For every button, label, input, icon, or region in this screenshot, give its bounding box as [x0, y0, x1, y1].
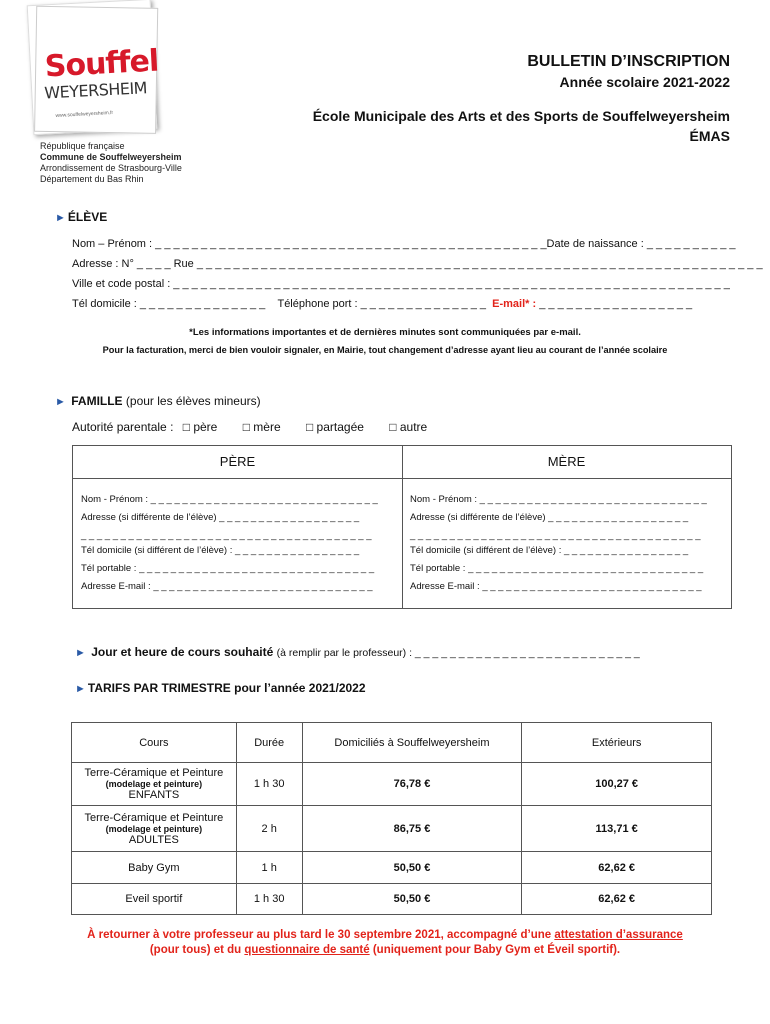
course-cell: [72, 806, 237, 852]
republic-line4: Département du Bas Rhin: [40, 174, 144, 184]
course-cell: Eveil sportif: [72, 884, 237, 915]
column-header: Extérieurs: [522, 723, 712, 763]
arrow-right-icon: ►: [55, 212, 66, 224]
arrow-right-icon: ►: [75, 683, 86, 695]
republic-line2: Commune de Souffelweyersheim: [40, 152, 182, 162]
option-partagee-checkbox[interactable]: □ partagée: [305, 420, 364, 434]
autorite-label: Autorité parentale :: [72, 420, 174, 434]
famille-divider: [402, 446, 403, 608]
famille-header-divider: [73, 478, 731, 479]
price-ext-cell: 113,71 €: [522, 806, 712, 852]
eleve-contact-line: [72, 298, 692, 310]
mere-tel-port-field[interactable]: Tél portable : _ _ _ _ _ _ _ _ _ _ _ _ _ _ _ _ _ _ _ _ _ _ _ _ _ _ _ _ _ _: [410, 563, 704, 574]
duration-cell: 1 h: [236, 852, 302, 884]
mere-name-field[interactable]: Nom - Prénom : _ _ _ _ _ _ _ _ _ _ _ _ _ _ _ _ _ _ _ _ _ _ _ _ _ _ _ _ _: [410, 494, 707, 505]
footer-line2: [0, 944, 770, 956]
footer-line1: [0, 929, 770, 941]
eleve-email-label: E-mail* :: [492, 298, 537, 310]
arrow-right-icon: ►: [55, 396, 66, 408]
section-cours-title: Jour et heure de cours souhaité: [91, 645, 274, 659]
option-autre-checkbox[interactable]: □ autre: [389, 420, 428, 434]
school-acronym: ÉMAS: [689, 128, 730, 144]
footer-text: (uniquement pour Baby Gym et Éveil sportif).: [369, 944, 621, 956]
section-eleve-title: ÉLÈVE: [67, 210, 108, 224]
table-header-row: [72, 723, 712, 763]
course-cell: [72, 763, 237, 806]
eleve-email-field[interactable]: _ _ _ _ _ _ _ _ _ _ _ _ _ _ _ _ _: [539, 298, 693, 310]
course-name: Terre-Céramique et Peinture: [84, 811, 224, 824]
section-tarifs: [75, 681, 366, 695]
page-title: BULLETIN D’INSCRIPTION: [527, 53, 730, 70]
table-row: [72, 806, 712, 852]
school-year: Année scolaire 2021-2022: [559, 74, 730, 90]
section-eleve: [55, 210, 107, 224]
price-local-cell: 76,78 €: [302, 763, 522, 806]
duration-cell: 1 h 30: [236, 884, 302, 915]
mere-address2-field[interactable]: _ _ _ _ _ _ _ _ _ _ _ _ _ _ _ _ _ _ _ _ _ _ _ _ _ _ _ _ _ _ _ _ _ _ _ _ _: [410, 530, 701, 541]
mere-heading: MÈRE: [547, 454, 586, 469]
logo: [27, 0, 158, 135]
mere-tel-home-field[interactable]: Tél domicile (si différent de l’élève) : _ _ _ _ _ _ _ _ _ _ _ _ _ _ _ _: [410, 545, 689, 556]
course-name: Terre-Céramique et Peinture: [84, 767, 224, 779]
cours-field[interactable]: (à remplir par le professeur) : _ _ _ _ _ _ _ _ _ _ _ _ _ _ _ _ _ _ _ _ _ _ _ _ _ _: [276, 647, 640, 659]
school-name: École Municipale des Arts et des Sports de Souffelweyersheim: [312, 108, 730, 124]
pere-name-field[interactable]: Nom - Prénom : _ _ _ _ _ _ _ _ _ _ _ _ _ _ _ _ _ _ _ _ _ _ _ _ _ _ _ _ _: [81, 494, 378, 505]
eleve-city-field[interactable]: Ville et code postal : _ _ _ _ _ _ _ _ _ _ _ _ _ _ _ _ _ _ _ _ _ _ _ _ _ _ _ _ _ _ _ _ _ _ _ _ _ _ _ _ _ _ _ _ _ _ _ _ _ _ _ _ _ _ _ _ _ _ _ _ _: [72, 278, 730, 290]
logo-name: Souffel: [44, 43, 160, 85]
mere-address-field[interactable]: Adresse (si différente de l’élève) _ _ _ _ _ _ _ _ _ _ _ _ _ _ _ _ _ _: [410, 512, 689, 523]
column-header: Durée: [236, 723, 302, 763]
pere-address-field[interactable]: Adresse (si différente de l’élève) _ _ _ _ _ _ _ _ _ _ _ _ _ _ _ _ _ _: [81, 512, 360, 523]
republic-block: [40, 141, 182, 185]
section-famille-title: FAMILLE: [71, 394, 123, 408]
attestation-link[interactable]: attestation d’assurance: [554, 929, 683, 941]
eleve-address-field[interactable]: Adresse : N° _ _ _ _ Rue _ _ _ _ _ _ _ _ _ _ _ _ _ _ _ _ _ _ _ _ _ _ _ _ _ _ _ _ _ _ _ _ _ _ _ _ _ _ _ _ _ _ _ _ _ _ _ _ _ _ _ _ _ _ _ _ _ _ _ _ _ _: [72, 258, 763, 270]
course-group: ENFANTS: [128, 789, 180, 801]
footer-text: À retourner à votre professeur au plus tard le 30 septembre 2021, accompagné d’une: [87, 929, 555, 941]
questionnaire-link[interactable]: questionnaire de santé: [244, 944, 370, 956]
table-row: [72, 884, 712, 915]
logo-sub: WEYERSHEIM: [43, 78, 148, 103]
course-cell: Baby Gym: [72, 852, 237, 884]
section-tarifs-title: TARIFS PAR TRIMESTRE pour l’année 2021/2022: [87, 681, 366, 695]
option-pere-checkbox[interactable]: □ père: [182, 420, 218, 434]
eleve-tel-port-field[interactable]: Téléphone port : _ _ _ _ _ _ _ _ _ _ _ _ _ _: [277, 298, 487, 310]
price-local-cell: 86,75 €: [302, 806, 522, 852]
famille-table: [72, 445, 732, 609]
eleve-note-billing: Pour la facturation, merci de bien vouloir signaler, en Mairie, tout changement d’adresse ayant lieu au courant de l’année scolaire: [102, 345, 668, 355]
pere-heading: PÈRE: [219, 454, 256, 469]
course-group: ADULTES: [128, 833, 179, 846]
mere-email-field[interactable]: Adresse E-mail : _ _ _ _ _ _ _ _ _ _ _ _ _ _ _ _ _ _ _ _ _ _ _ _ _ _ _ _: [410, 581, 702, 592]
logo-url: www.souffelweyersheim.fr: [55, 109, 114, 119]
eleve-tel-home-field[interactable]: Tél domicile : _ _ _ _ _ _ _ _ _ _ _ _ _ _: [72, 298, 266, 310]
column-header: Cours: [72, 723, 237, 763]
price-ext-cell: 100,27 €: [522, 763, 712, 806]
footer-text: (pour tous) et du: [149, 944, 245, 956]
duration-cell: 1 h 30: [236, 763, 302, 806]
eleve-name-field[interactable]: Nom – Prénom : _ _ _ _ _ _ _ _ _ _ _ _ _ _ _ _ _ _ _ _ _ _ _ _ _ _ _ _ _ _ _ _ _ _ _ _ _ _ _ _ _ _ _Date de naissance : _ _ _ _ _ _ _ _ _ _: [72, 238, 736, 250]
section-famille-note: (pour les élèves mineurs): [125, 394, 261, 408]
eleve-note-email: *Les informations importantes et de dernières minutes sont communiquées par e-mail.: [189, 327, 581, 338]
republic-line3: Arrondissement de Strasbourg-Ville: [40, 163, 182, 173]
duration-cell: 2 h: [236, 806, 302, 852]
column-header: Domiciliés à Souffelweyersheim: [302, 723, 522, 763]
pere-tel-port-field[interactable]: Tél portable : _ _ _ _ _ _ _ _ _ _ _ _ _ _ _ _ _ _ _ _ _ _ _ _ _ _ _ _ _ _: [81, 563, 375, 574]
tarifs-table: [71, 722, 712, 915]
course-detail: (modelage et peinture): [105, 779, 203, 789]
republic-line1: République française: [40, 141, 125, 151]
pere-email-field[interactable]: Adresse E-mail : _ _ _ _ _ _ _ _ _ _ _ _ _ _ _ _ _ _ _ _ _ _ _ _ _ _ _ _: [81, 581, 373, 592]
section-famille: [55, 394, 261, 408]
table-row: [72, 763, 712, 806]
pere-address2-field[interactable]: _ _ _ _ _ _ _ _ _ _ _ _ _ _ _ _ _ _ _ _ _ _ _ _ _ _ _ _ _ _ _ _ _ _ _ _ _: [81, 530, 372, 541]
option-mere-checkbox[interactable]: □ mère: [242, 420, 281, 434]
price-ext-cell: 62,62 €: [522, 884, 712, 915]
table-row: [72, 852, 712, 884]
price-local-cell: 50,50 €: [302, 852, 522, 884]
section-cours: [75, 645, 640, 659]
autorite-parentale: [72, 420, 427, 434]
arrow-right-icon: ►: [75, 647, 86, 659]
price-local-cell: 50,50 €: [302, 884, 522, 915]
pere-tel-home-field[interactable]: Tél domicile (si différent de l’élève) : _ _ _ _ _ _ _ _ _ _ _ _ _ _ _ _: [81, 545, 360, 556]
price-ext-cell: 62,62 €: [522, 852, 712, 884]
course-detail: (modelage et peinture): [105, 823, 203, 834]
